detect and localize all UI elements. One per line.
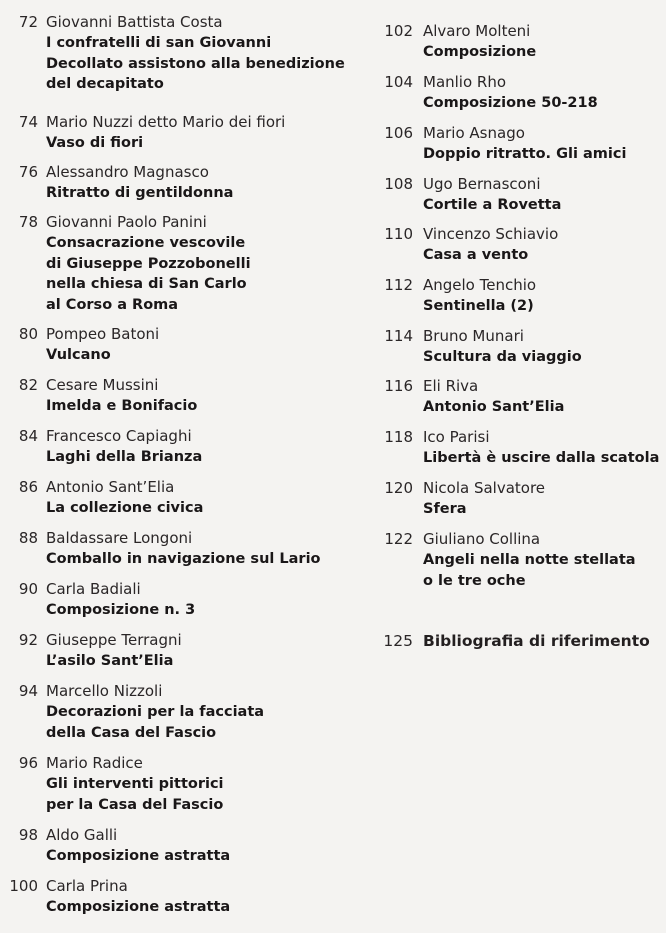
entry-title: Gli interventi pittorici per la Casa del Fascio [46, 776, 224, 813]
page-number: 92 [18, 631, 38, 649]
page-number: 108 [384, 175, 413, 193]
page-number: 76 [18, 163, 38, 181]
page-number: 84 [18, 427, 38, 445]
entry-title: Casa a vento [423, 247, 529, 263]
entry-title: Vulcano [46, 347, 111, 363]
page-number: 104 [384, 73, 413, 91]
entry-author: Giovanni Battista Costa [46, 13, 223, 31]
page-number: 112 [384, 276, 413, 294]
page-number: 82 [18, 376, 38, 394]
entry-author: Alessandro Magnasco [46, 163, 209, 181]
page-number: 96 [18, 754, 38, 772]
entry-title: Antonio Sant’Elia [423, 399, 565, 415]
entry-title: Doppio ritratto. Gli amici [423, 146, 627, 162]
entry-title: La collezione civica [46, 500, 204, 516]
entry-title: Decorazioni per la facciata della Casa del Fascio [46, 704, 265, 741]
entry-author: Antonio Sant’Elia [46, 478, 175, 496]
entry-author: Ico Parisi [423, 428, 490, 446]
entry-author: Giuseppe Terragni [46, 631, 182, 649]
entry-author: Carla Prina [46, 877, 128, 895]
entry-title: Comballo in navigazione sul Lario [46, 551, 321, 567]
entry-title: Cortile a Rovetta [423, 197, 562, 213]
entry-author: Mario Nuzzi detto Mario dei fiori [46, 113, 286, 131]
page-number: 110 [384, 225, 413, 243]
page-number: 88 [18, 529, 38, 547]
entry-title: L’asilo Sant’Elia [46, 653, 174, 669]
entry-author: Ugo Bernasconi [423, 175, 541, 193]
entry-title: Composizione [423, 44, 537, 60]
entry-title: Libertà è uscire dalla scatola [423, 450, 660, 466]
entry-title: Composizione astratta [46, 899, 231, 915]
entry-author: Pompeo Batoni [46, 325, 160, 343]
entry-author: Cesare Mussini [46, 376, 159, 394]
page-number: 125 [383, 632, 413, 650]
entry-title: I confratelli di san Giovanni Decollato assistono alla benedizione del decapitato [46, 35, 345, 92]
page-number: 90 [18, 580, 38, 598]
entry-author: Eli Riva [423, 377, 479, 395]
page-number: 86 [18, 478, 38, 496]
entry-author: Francesco Capiaghi [46, 427, 192, 445]
entry-author: Giuliano Collina [423, 530, 541, 548]
page-number: 72 [18, 13, 38, 31]
bibliography-title: Bibliografia di riferimento [423, 632, 650, 650]
page-number: 102 [384, 22, 413, 40]
entry-title: Composizione n. 3 [46, 602, 196, 618]
entry-title: Ritratto di gentildonna [46, 185, 234, 201]
entry-title: Sentinella (2) [423, 298, 534, 314]
entry-author: Giovanni Paolo Panini [46, 213, 207, 231]
entry-title: Composizione astratta [46, 848, 231, 864]
entry-author: Marcello Nizzoli [46, 682, 163, 700]
page-number: 94 [18, 682, 38, 700]
entry-author: Bruno Munari [423, 327, 524, 345]
page-number: 106 [384, 124, 413, 142]
entry-author: Alvaro Molteni [423, 22, 531, 40]
entry-author: Mario Asnago [423, 124, 525, 142]
entry-title: Imelda e Bonifacio [46, 398, 198, 414]
entry-title: Consacrazione vescovile di Giuseppe Pozzobonelli nella chiesa di San Carlo al Corso a Roma [46, 235, 251, 313]
page-number: 116 [384, 377, 413, 395]
page-number: 78 [18, 213, 38, 231]
entry-author: Mario Radice [46, 754, 143, 772]
entry-title: Composizione 50-218 [423, 95, 598, 111]
entry-title: Vaso di fiori [46, 135, 144, 151]
entry-author: Manlio Rho [423, 73, 507, 91]
page-number: 100 [9, 877, 38, 895]
entry-title: Laghi della Brianza [46, 449, 203, 465]
entry-title: Scultura da viaggio [423, 349, 582, 365]
entry-author: Baldassare Longoni [46, 529, 193, 547]
entry-author: Vincenzo Schiavio [423, 225, 559, 243]
entry-title: Sfera [423, 501, 467, 517]
entry-author: Carla Badiali [46, 580, 141, 598]
page-number: 114 [384, 327, 413, 345]
entry-author: Aldo Galli [46, 826, 118, 844]
page-number: 118 [384, 428, 413, 446]
entry-author: Angelo Tenchio [423, 276, 537, 294]
page-number: 120 [384, 479, 413, 497]
page-number: 98 [18, 826, 38, 844]
page-number: 122 [384, 530, 413, 548]
entry-title: Angeli nella notte stellata o le tre oche [423, 552, 636, 589]
page-number: 74 [18, 113, 38, 131]
page-number: 80 [18, 325, 38, 343]
entry-author: Nicola Salvatore [423, 479, 546, 497]
